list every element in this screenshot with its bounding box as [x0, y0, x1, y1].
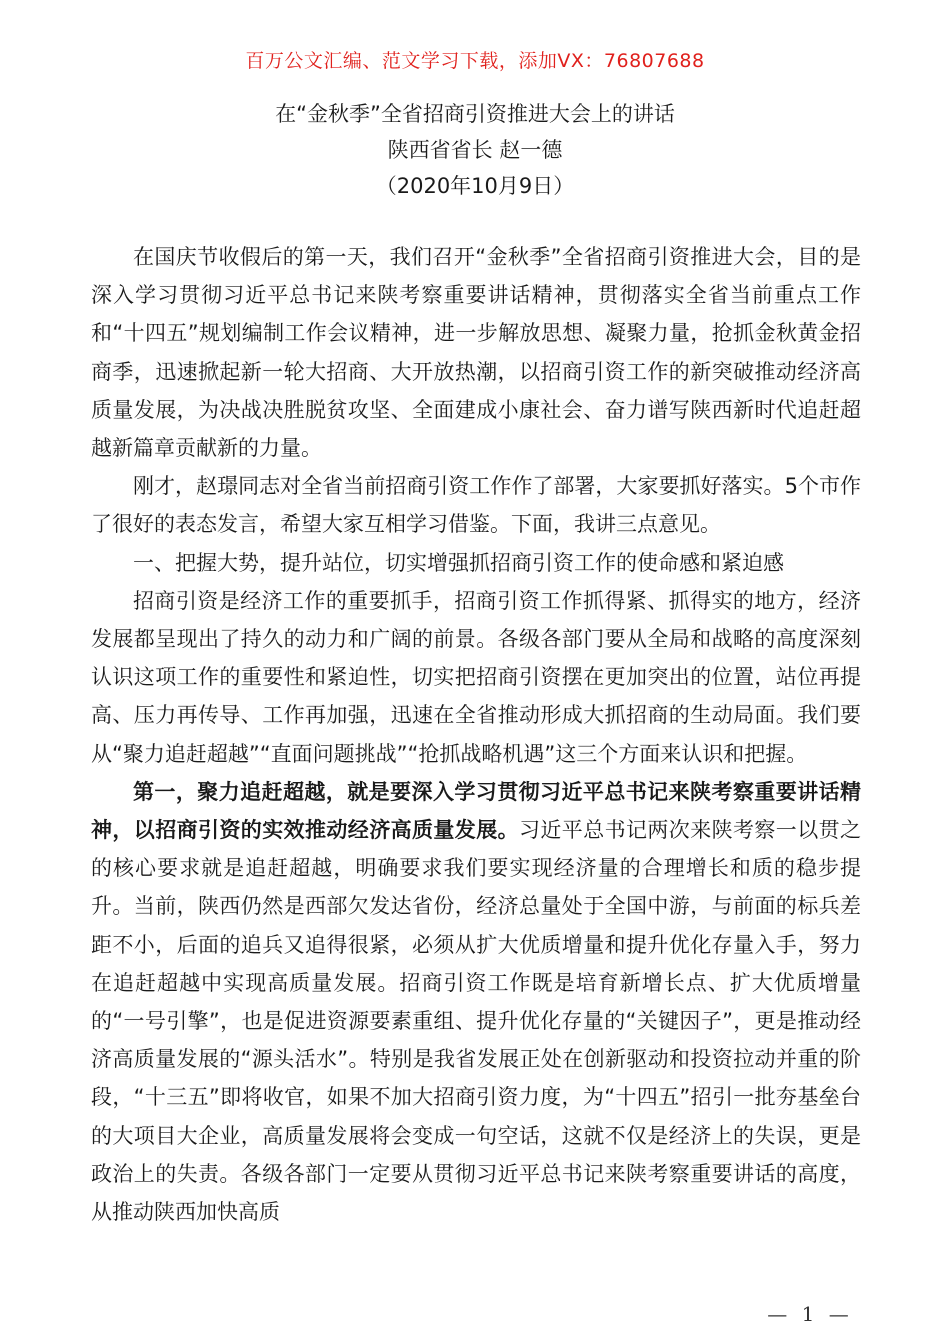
body-text — [91, 238, 861, 1231]
speech-title: 在“金秋季”全省招商引资推进大会上的讲话 — [275, 102, 675, 126]
paragraph-arrangement: 刚才，赵璟同志对全省当前招商引资工作作了部署，大家要抓好落实。5个市作了很好的表态发言，希望大家互相学习借鉴。下面，我讲三点意见。 — [91, 474, 861, 537]
watermark-banner: 百万公文汇编、范文学习下载，添加VX：76807688 — [245, 50, 705, 72]
speech-date: （2020年10月9日） — [375, 174, 575, 198]
speech-author: 陕西省省长 赵一德 — [387, 138, 563, 162]
page-number: — 1 — — [767, 1302, 853, 1326]
point-one-body: 习近平总书记两次来陕考察一以贯之的核心要求就是追赶超越，明确要求我们要实现经济量的合理增长和质的稳步提升。当前，陕西仍然是西部欠发达省份，经济总量处于全国中游，与前面的标兵差距不小，后面的追兵又追得很紧，必须从扩大优质增量和提升优化存量入手，努力在追赶超越中实现高质量发展。招商引资工作既是培育新增长点、扩大优质增量的“一号引擎”，也是促进资源要素重组、提升优化存量的“关键因子”，更是推动经济高质量发展的“源头活水”。特别是我省发展正处在创新驱动和投资拉动并重的阶段，“十三五”即将收官，如果不加大招商引资力度，为“十四五”招引一批夯基垒台的大项目大企业，高质量发展将会变成一句空话，这就不仅是经济上的失误，更是政治上的失责。各级各部门一定要从贯彻习近平总书记来陕考察重要讲话的高度，从推动陕西加快高质 — [91, 818, 861, 1225]
point-one-lead: 第一，聚力追赶超越，就是要深入学习贯彻习近平总书记来陕考察重要讲话精神，以招商引资的实效推动经济高质量发展。 — [91, 779, 861, 843]
section-heading-one: 一、把握大势，提升站位，切实增强抓招商引资工作的使命感和紧迫感 — [133, 550, 784, 575]
title-block — [0, 96, 950, 204]
paragraph-point-one — [91, 773, 861, 1231]
paragraph-section-one-intro: 招商引资是经济工作的重要抓手，招商引资工作抓得紧、抓得实的地方，经济发展都呈现出了持久的动力和广阔的前景。各级各部门要从全局和战略的高度深刻认识这项工作的重要性和紧迫性，切实把招商引资摆在更加突出的位置，站位再提高、压力再传导、工作再加强，迅速在全省推动形成大抓招商的生动局面。我们要从“聚力追赶超越”“直面问题挑战”“抢抓战略机遇”这三个方面来认识和把握。 — [91, 588, 861, 766]
paragraph-intro: 在国庆节收假后的第一天，我们召开“金秋季”全省招商引资推进大会，目的是深入学习贯彻习近平总书记来陕考察重要讲话精神，贯彻落实全省当前重点工作和“十四五”规划编制工作会议精神，进一步解放思想、凝聚力量，抢抓金秋黄金招商季，迅速掀起新一轮大招商、大开放热潮，以招商引资工作的新突破推动经济高质量发展，为决战决胜脱贫攻坚、全面建成小康社会、奋力谱写陕西新时代追赶超越新篇章贡献新的力量。 — [91, 245, 861, 461]
